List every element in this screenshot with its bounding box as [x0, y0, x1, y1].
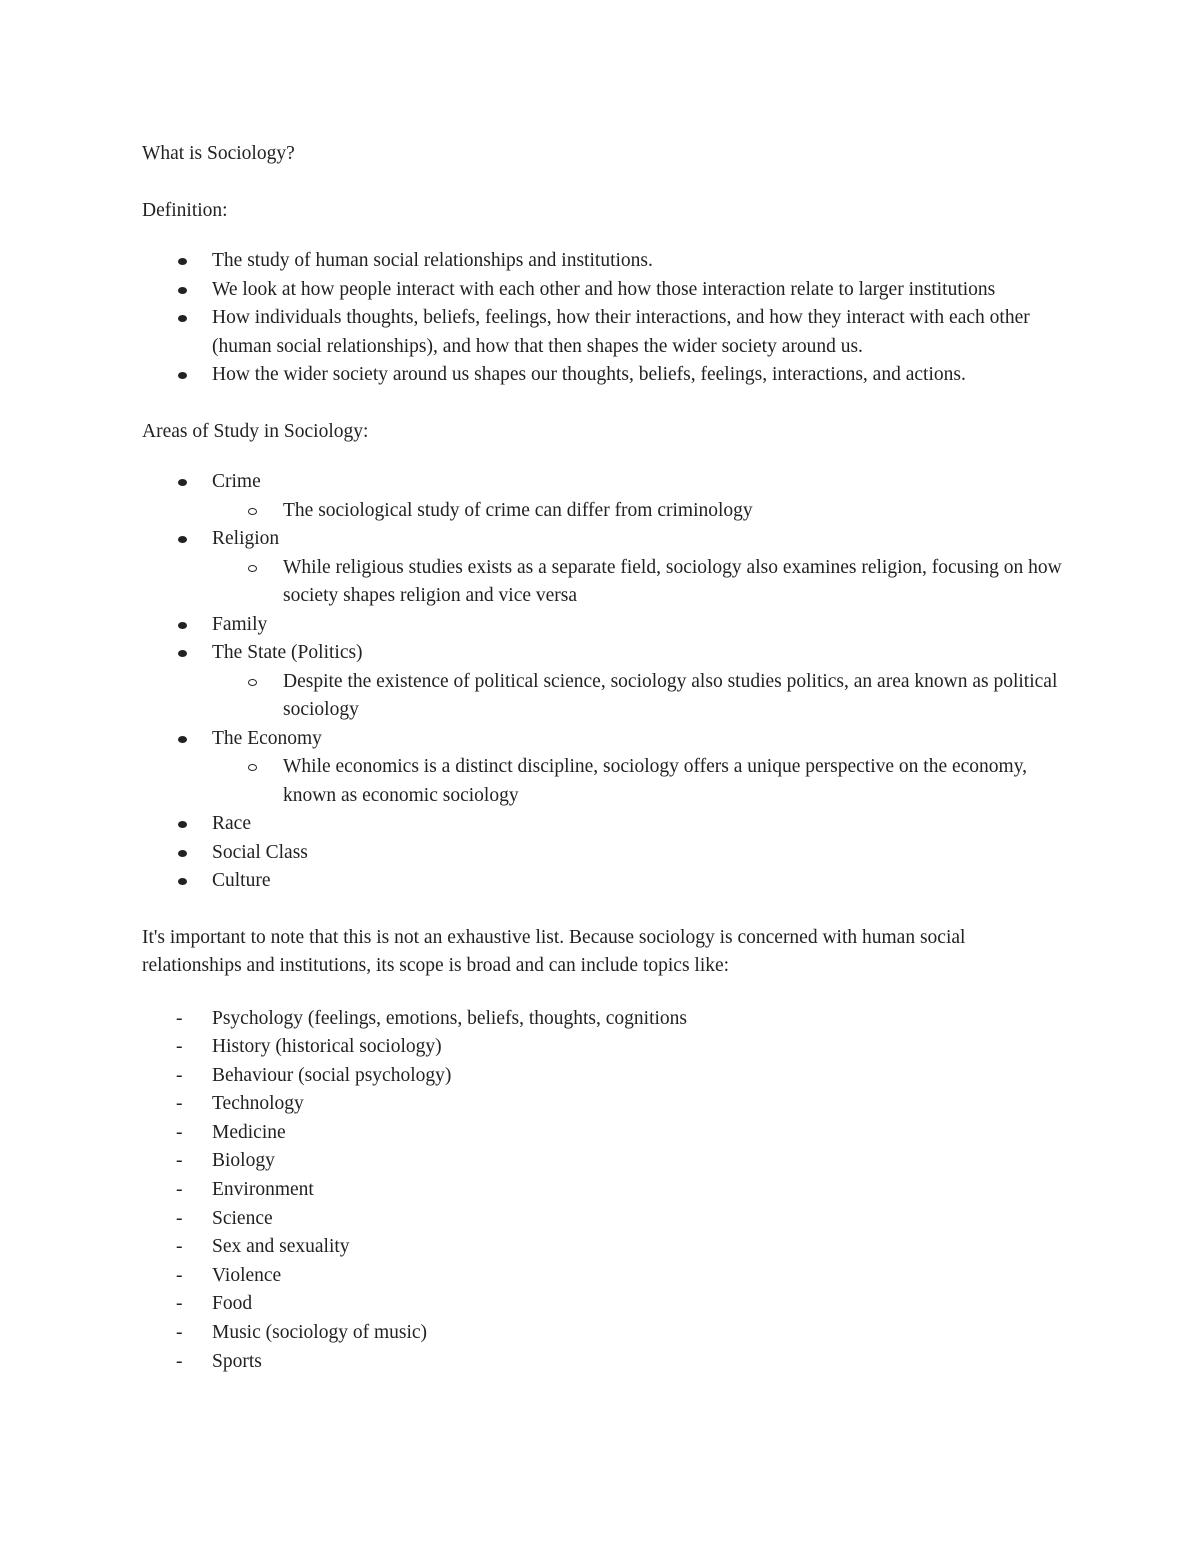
bullet-icon [178, 622, 187, 629]
definition-item-text: We look at how people interact with each other and how those interaction relate to larger institutions [212, 278, 996, 300]
dash-marker: - [176, 1036, 183, 1058]
topic-text: Psychology (feelings, emotions, beliefs, thoughts, cognitions [212, 1007, 687, 1029]
topic-text: Music (sociology of music) [212, 1322, 428, 1344]
dash-marker: - [176, 1264, 183, 1286]
area-item [142, 611, 1062, 640]
bullet-icon [178, 372, 187, 379]
area-subitem [212, 554, 1062, 611]
definition-item [142, 304, 1062, 361]
area-label: Family [212, 613, 268, 635]
bullet-icon [178, 736, 187, 743]
definition-heading: Definition: [142, 199, 228, 221]
area-label: The State (Politics) [212, 642, 363, 663]
area-subitem [212, 753, 1062, 810]
area-subitem-text: While religious studies exists as a separate field, sociology also examines religion, focusing on how society shapes religion and vice versa [283, 556, 1062, 606]
dash-marker: - [176, 1179, 183, 1201]
area-sublist [212, 668, 1062, 725]
definition-list [142, 247, 1062, 390]
dash-marker: - [176, 1236, 183, 1258]
hollow-bullet-icon [248, 565, 257, 572]
area-label: Culture [212, 870, 271, 891]
document-title: What is Sociology? [142, 143, 295, 164]
bullet-icon [178, 258, 187, 265]
document-body [142, 140, 1062, 1376]
dash-marker: - [176, 1064, 183, 1086]
area-subitem [212, 497, 1062, 526]
area-item [142, 639, 1062, 725]
topic-text: Sports [212, 1350, 262, 1372]
area-item [142, 810, 1062, 839]
topic-item [142, 1262, 1062, 1291]
area-subitem-text: The sociological study of crime can differ from criminology [283, 499, 753, 521]
definition-item [142, 247, 1062, 276]
topic-item [142, 1119, 1062, 1148]
topic-item [142, 1062, 1062, 1091]
area-item [142, 839, 1062, 868]
dash-marker: - [176, 1150, 183, 1172]
topic-item [142, 1290, 1062, 1319]
dash-marker: - [176, 1007, 183, 1029]
topic-item [142, 1176, 1062, 1205]
topic-text: History (historical sociology) [212, 1036, 442, 1058]
area-label: Race [212, 813, 251, 834]
bullet-icon [178, 878, 187, 885]
topic-item [142, 1233, 1062, 1262]
definition-item [142, 276, 1062, 305]
topic-text: Medicine [212, 1121, 286, 1143]
bullet-icon [178, 850, 187, 857]
definition-item-text: How the wider society around us shapes our thoughts, beliefs, feelings, interactions, and actions. [212, 364, 966, 385]
area-label: Crime [212, 471, 261, 492]
topic-item [142, 1033, 1062, 1062]
area-subitem-text: While economics is a distinct discipline, sociology offers a unique perspective on the economy, known as economic sociology [283, 756, 1028, 806]
area-label: Religion [212, 528, 280, 549]
topic-item [142, 1205, 1062, 1234]
definition-item [142, 361, 1062, 390]
hollow-bullet-icon [248, 764, 257, 771]
dash-marker: - [176, 1093, 183, 1115]
area-item [142, 468, 1062, 525]
dash-marker: - [176, 1322, 183, 1344]
bullet-icon [178, 479, 187, 486]
area-sublist [212, 554, 1062, 611]
definition-item-text: How individuals thoughts, beliefs, feelings, how their interactions, and how they interact with each other (human social relationships), and how that then shapes the wider society around us. [212, 307, 1030, 357]
area-sublist [212, 497, 1062, 526]
dash-marker: - [176, 1293, 183, 1315]
topic-text: Environment [212, 1179, 314, 1201]
topic-item [142, 1005, 1062, 1034]
area-sublist [212, 753, 1062, 810]
areas-heading: Areas of Study in Sociology: [142, 420, 369, 442]
area-subitem-text: Despite the existence of political science, sociology also studies politics, an area known as political sociology [283, 670, 1058, 720]
bullet-icon [178, 287, 187, 294]
topic-item [142, 1348, 1062, 1377]
area-label: Social Class [212, 841, 308, 863]
topic-text: Technology [212, 1093, 304, 1115]
topic-text: Food [212, 1293, 253, 1315]
topic-text: Behaviour (social psychology) [212, 1064, 452, 1086]
dash-marker: - [176, 1121, 183, 1143]
bullet-icon [178, 315, 187, 322]
topic-item [142, 1090, 1062, 1119]
bullet-icon [178, 536, 187, 543]
definition-item-text: The study of human social relationships and institutions. [212, 250, 653, 271]
area-item [142, 725, 1062, 811]
area-label: The Economy [212, 727, 322, 749]
topic-text: Sex and sexuality [212, 1236, 350, 1258]
topic-text: Violence [212, 1264, 282, 1286]
topics-list [142, 1005, 1062, 1377]
topic-text: Science [212, 1207, 273, 1229]
dash-marker: - [176, 1207, 183, 1229]
bullet-icon [178, 821, 187, 828]
topic-item [142, 1147, 1062, 1176]
area-item [142, 867, 1062, 896]
bullet-icon [178, 650, 187, 657]
area-subitem [212, 668, 1062, 725]
topic-text: Biology [212, 1150, 275, 1172]
hollow-bullet-icon [248, 679, 257, 686]
scope-note: It's important to note that this is not an exhaustive list. Because sociology is concerned with human social relationships and institutions, its scope is broad and can include topics like: [142, 926, 966, 976]
dash-marker: - [176, 1350, 183, 1372]
areas-list [142, 468, 1062, 896]
hollow-bullet-icon [248, 508, 257, 515]
area-item [142, 525, 1062, 611]
topic-item [142, 1319, 1062, 1348]
